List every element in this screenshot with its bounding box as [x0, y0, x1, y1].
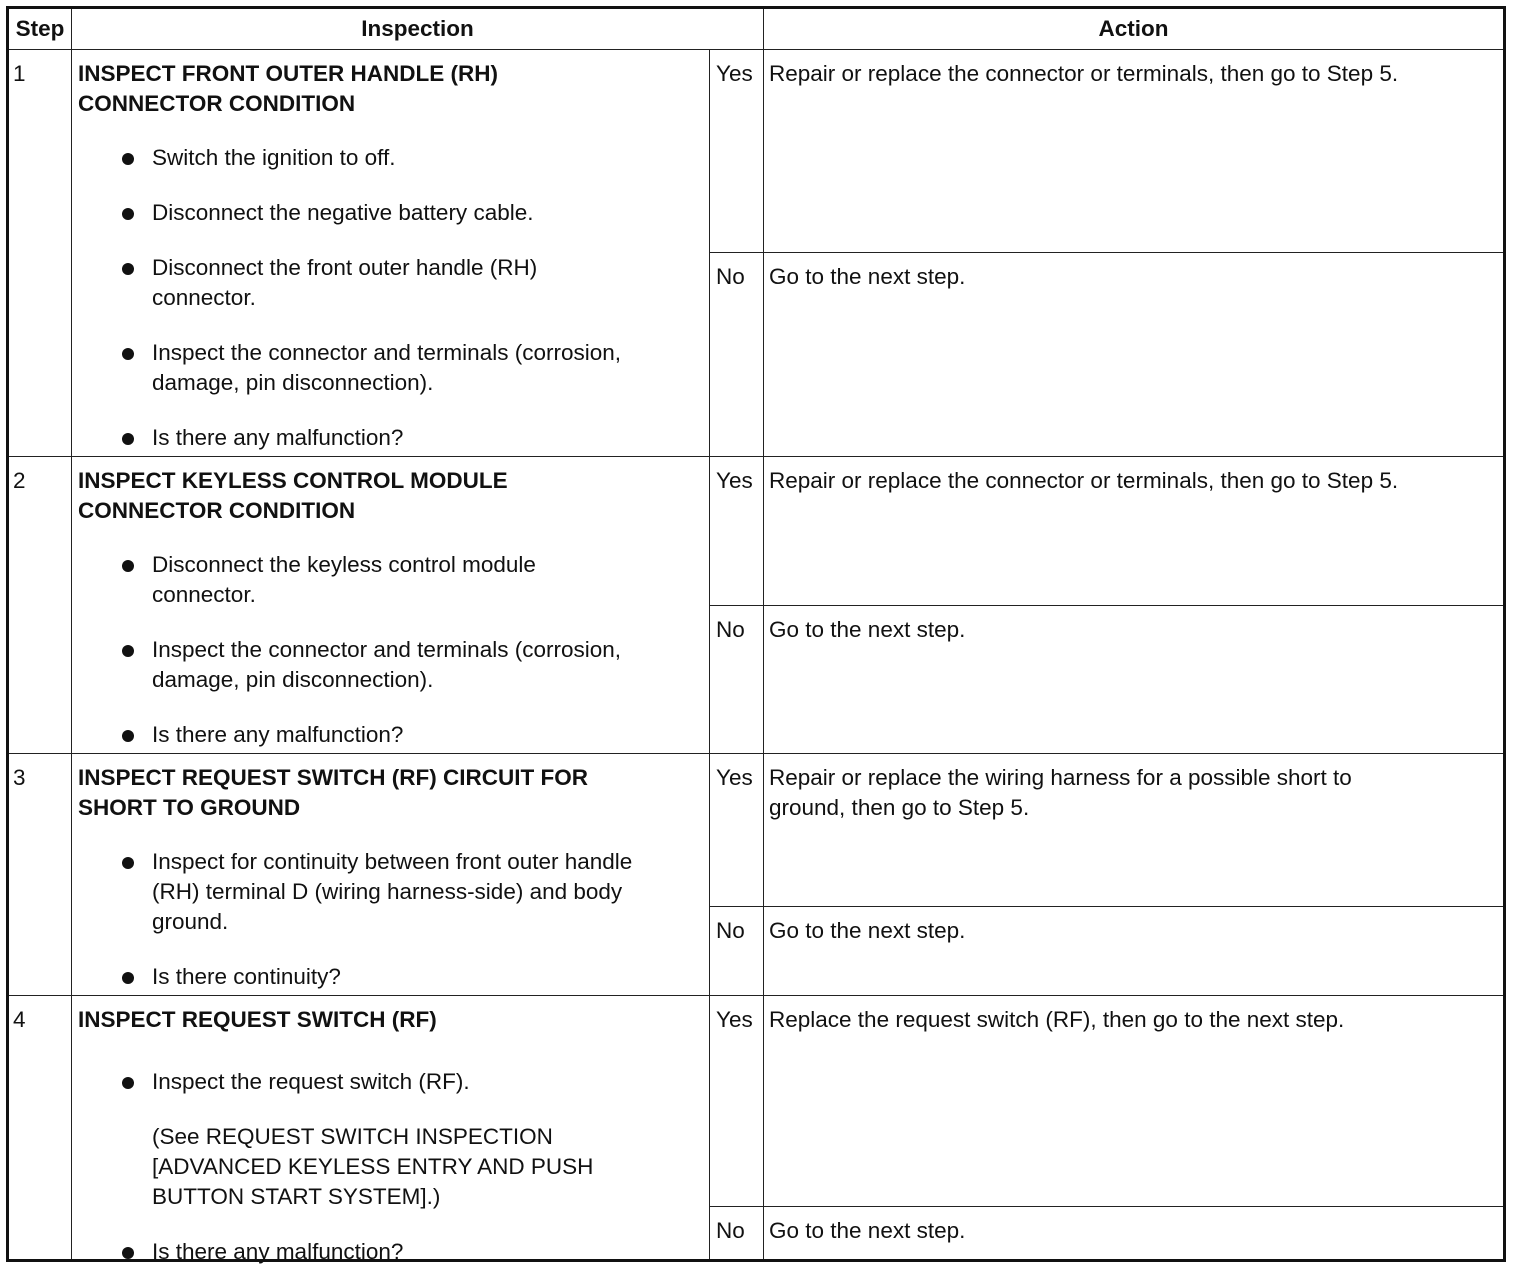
inspection-item: Is there any malfunction? — [152, 425, 404, 450]
yes-label: Yes — [716, 1007, 753, 1032]
header-step: Step — [15, 16, 65, 41]
inspection-item: Inspect for continuity between front outer handle (RH) terminal D (wiring harness-side) and body ground. — [152, 849, 633, 934]
yes-action: Repair or replace the connector or terminals, then go to Step 5. — [769, 468, 1399, 493]
bullet-icon — [122, 153, 134, 165]
step-number: 1 — [13, 61, 26, 86]
inspection-item: Inspect the request switch (RF). — [152, 1069, 470, 1094]
no-label: No — [716, 1218, 745, 1243]
inspection-item: Is there continuity? — [152, 964, 341, 989]
no-action: Go to the next step. — [769, 1218, 966, 1243]
step-number: 4 — [13, 1007, 26, 1032]
bullet-icon — [122, 208, 134, 220]
yes-action: Replace the request switch (RF), then go to the next step. — [769, 1007, 1345, 1032]
inspection-item: Disconnect the keyless control module connector. — [152, 552, 536, 607]
bullet-icon — [122, 972, 134, 984]
yes-no-divider — [709, 252, 1503, 253]
bullet-icon — [122, 1077, 134, 1089]
step-number: 3 — [13, 765, 26, 790]
no-action: Go to the next step. — [769, 918, 966, 943]
bullet-icon — [122, 730, 134, 742]
step-number: 2 — [13, 468, 26, 493]
no-label: No — [716, 617, 745, 642]
inspection-steps — [72, 457, 709, 753]
inspection-item: Inspect the connector and terminals (corrosion, damage, pin disconnection). — [152, 637, 621, 692]
step-title-line: CONNECTOR CONDITION — [78, 498, 356, 523]
yes-no-divider — [709, 906, 1503, 907]
yes-no-divider — [709, 1206, 1503, 1207]
column-divider-yesno — [709, 49, 710, 1259]
header-action: Action — [1098, 16, 1169, 41]
inspection-item: Disconnect the front outer handle (RH) connector. — [152, 255, 538, 310]
bullet-icon — [122, 433, 134, 445]
step-title-line: SHORT TO GROUND — [78, 795, 301, 820]
bullet-icon — [122, 263, 134, 275]
inspection-steps — [72, 9, 709, 456]
inspection-steps — [72, 754, 709, 995]
yes-label: Yes — [716, 765, 753, 790]
step-title-line: INSPECT KEYLESS CONTROL MODULE — [78, 468, 508, 493]
no-label: No — [716, 264, 745, 289]
yes-label: Yes — [716, 61, 753, 86]
diagnostic-table — [6, 6, 1506, 1262]
inspection-steps — [72, 996, 709, 1264]
step-title: INSPECT REQUEST SWITCH (RF) — [78, 1007, 437, 1032]
inspection-item: Is there any malfunction? — [152, 1239, 404, 1264]
bullet-icon — [122, 1247, 134, 1259]
yes-no-divider — [709, 605, 1503, 606]
bullet-icon — [122, 348, 134, 360]
inspection-item: Inspect the connector and terminals (corrosion, damage, pin disconnection). — [152, 340, 621, 395]
header-inspection: Inspection — [361, 16, 474, 41]
bullet-icon — [122, 857, 134, 869]
step-title-line: INSPECT REQUEST SWITCH (RF) CIRCUIT FOR — [78, 765, 588, 790]
no-action: Go to the next step. — [769, 617, 966, 642]
inspection-item: Disconnect the negative battery cable. — [152, 200, 534, 225]
reference-note: (See REQUEST SWITCH INSPECTION [ADVANCED KEYLESS ENTRY AND PUSH BUTTON START SYSTEM].) — [152, 1124, 594, 1209]
no-action: Go to the next step. — [769, 264, 966, 289]
yes-action: Repair or replace the wiring harness for a possible short to ground, then go to Step 5. — [769, 765, 1352, 820]
inspection-item: Switch the ignition to off. — [152, 145, 396, 170]
bullet-icon — [122, 645, 134, 657]
step-title-line: INSPECT FRONT OUTER HANDLE (RH) — [78, 61, 498, 86]
yes-label: Yes — [716, 468, 753, 493]
inspection-item: Is there any malfunction? — [152, 722, 404, 747]
bullet-icon — [122, 560, 134, 572]
step-title-line: CONNECTOR CONDITION — [78, 91, 356, 116]
no-label: No — [716, 918, 745, 943]
yes-action: Repair or replace the connector or terminals, then go to Step 5. — [769, 61, 1399, 86]
